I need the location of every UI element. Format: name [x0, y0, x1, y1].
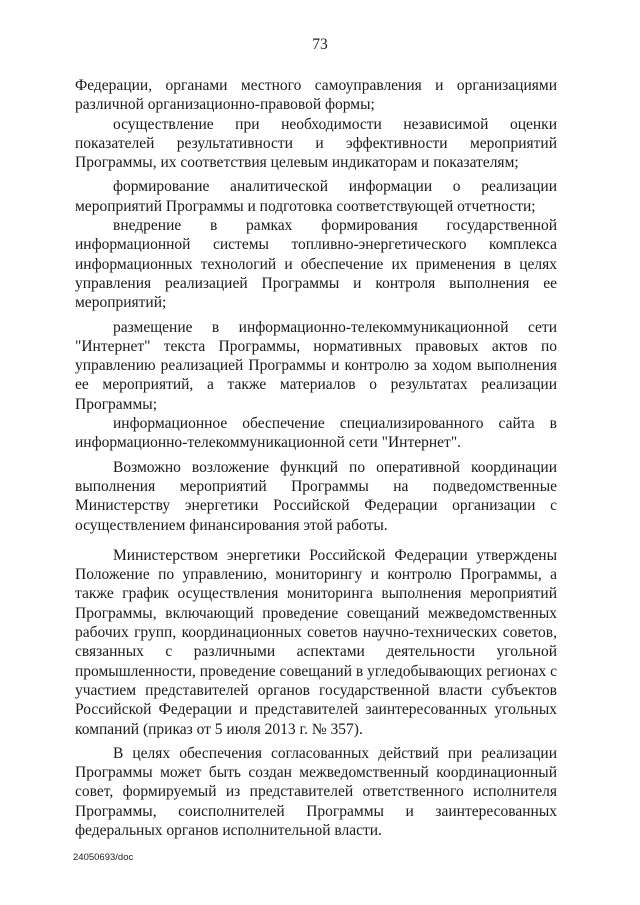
- paragraph-operational-coordination: Возможно возложение функций по оперативной координации выполнения мероприятий Программы на подведомственные Министерству энергетики Российской Федерации организации с осуществлением финансирования этой работы.: [75, 458, 557, 534]
- paragraph-internet-publication: размещение в информационно-телекоммуникационной сети "Интернет" текста Программы, нормативных правовых актов по управлению реализацией Программы и контролю за ходом выполнения ее мероприятий, а также материалов о результатах реализации Программы;: [75, 318, 557, 413]
- paragraph-continuation: Федерации, органами местного самоуправления и организациями различной организационно-правовой формы;: [75, 77, 557, 114]
- paragraph-information-system: внедрение в рамках формирования государственной информационной системы топливно-энергетического комплекса информационных технологий и обеспечение их применения в целях управления реализацией Программы и контроля выполнения ее мероприятий;: [75, 217, 557, 312]
- paragraph-coordination-council: В целях обеспечения согласованных действий при реализации Программы может быть создан межведомственный координационный совет, формируемый из представителей ответственного исполнителя Программы, соисполнителей Программы и заинтересованных федеральных органов исполнительной власти.: [75, 744, 557, 839]
- document-body: [75, 76, 557, 840]
- paragraph-independent-assessment: осуществление при необходимости независимой оценки показателей результативности и эффективности мероприятий Программы, их соответствия целевым индикаторам и показателям;: [75, 115, 557, 172]
- document-footer: 24050693/doc: [73, 852, 134, 863]
- paragraph-ministry-regulation: Министерством энергетики Российской Федерации утверждены Положение по управлению, мониторингу и контролю Программы, а также график осуществления мониторинга выполнения мероприятий Программы, включающий проведение совещаний межведомственных рабочих групп, координационных советов научно-технических советов, связанных с различными аспектами деятельности угольной промышленности, проведение совещаний в угледобывающих регионах с участием представителей органов государственной власти субъектов Российской Федерации и представителей заинтересованных угольных компаний (приказ от 5 июля 2013 г. № 357).: [75, 546, 557, 738]
- page-number: 73: [312, 36, 328, 53]
- paragraph-analytical-info: формирование аналитической информации о реализации мероприятий Программы и подготовка соответствующей отчетности;: [75, 178, 557, 215]
- paragraph-website-support: информационное обеспечение специализированного сайта в информационно-телекоммуникационной сети "Интернет".: [75, 415, 557, 452]
